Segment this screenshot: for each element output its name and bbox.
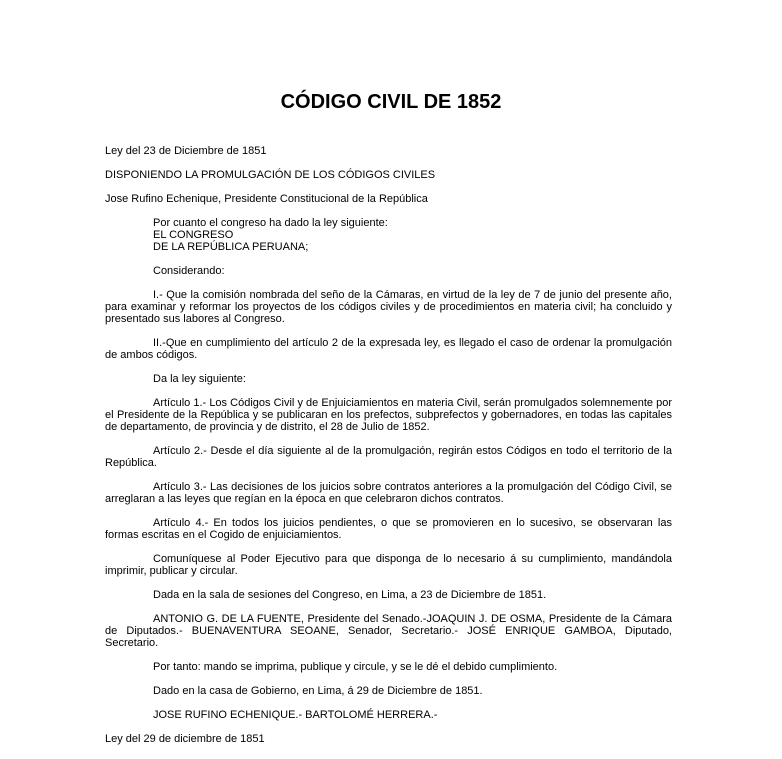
paragraph-text: Da la ley siguiente: [153,373,246,385]
preamble-line-3: DE LA REPÚBLICA PERUANA; [153,241,309,253]
paragraph-dada-en-sala [105,589,672,601]
paragraph-text: Comuníquese al Poder Ejecutivo para que disponga de lo necesario á su cumplimiento, mandándola imprimir, publicar y circular. [105,553,672,577]
paragraph-por-tanto [105,661,672,673]
paragraph-dado-en-casa [105,685,672,697]
paragraph-comuniquese [105,553,672,577]
paragraph-articulo-2 [105,445,672,469]
president-line: Jose Rufino Echenique, Presidente Constitucional de la República [105,193,428,205]
document-body [105,145,672,757]
paragraph-articulo-1 [105,397,672,433]
closing-law-date: Ley del 29 de diciembre de 1851 [105,733,265,745]
paragraph-final-signatures [105,709,672,721]
paragraph-considerando-2 [105,337,672,361]
paragraph-text: ANTONIO G. DE LA FUENTE, Presidente del Senado.-JOAQUIN J. DE OSMA, Presidente de la Cámara de Diputados.- BUENAVENTURA SEOANE, Senador, Secretario.- JOSÉ ENRIQUE GAMBOA, Diputado, Secretario. [105,613,672,649]
paragraph-text: Artículo 1.- Los Códigos Civil y de Enjuiciamientos en materia Civil, serán promulgados solemnemente por el Presidente de la República y se publicaran en los prefectos, subprefectos y gobernadores, en todas las capitales de departamento, de provincia y de distrito, el 28 de Julio de 1852. [105,397,672,433]
document-title: CÓDIGO CIVIL DE 1852 [280,91,502,113]
preamble-line-2: EL CONGRESO [153,229,234,241]
paragraph-considerando-1 [105,289,672,325]
preamble [153,217,672,253]
paragraph-text: Artículo 4.- En todos los juicios pendientes, o que se promovieren en lo sucesivo, se observaran las formas escritas en el Cogido de enjuiciamientos. [105,517,672,541]
document-heading: DISPONIENDO LA PROMULGACIÓN DE LOS CÓDIGOS CIVILES [105,169,436,181]
preamble-line-1: Por cuanto el congreso ha dado la ley siguiente: [153,217,388,229]
paragraph-text: Artículo 2.- Desde el día siguiente al de la promulgación, regirán estos Códigos en todo el territorio de la República. [105,445,672,469]
considerando-heading: Considerando: [153,265,225,277]
paragraph-text: II.-Que en cumplimiento del artículo 2 de la expresada ley, es llegado el caso de ordenar la promulgación de ambos códigos. [105,337,672,361]
paragraph-text: Artículo 3.- Las decisiones de los juicios sobre contratos anteriores a la promulgación del Código Civil, se arreglaran a las leyes que regían en la época en que celebraron dichos contratos. [105,481,672,505]
paragraph-da-la-ley [105,373,672,385]
paragraph-articulo-3 [105,481,672,505]
paragraph-text: Dada en la sala de sesiones del Congreso, en Lima, a 23 de Diciembre de 1851. [153,589,547,601]
law-date: Ley del 23 de Diciembre de 1851 [105,145,267,157]
paragraph-text: JOSE RUFINO ECHENIQUE.- BARTOLOMÉ HERRERA.- [153,709,438,721]
paragraph-text: Por tanto: mando se imprima, publique y circule, y se le dé el debido cumplimiento. [153,661,558,673]
paragraph-articulo-4 [105,517,672,541]
paragraph-text: I.- Que la comisión nombrada del seño de la Cámaras, en virtud de la ley de 7 de junio del presente año, para examinar y reformar los proyectos de los códigos civiles y de procedimientos en materia civil; ha concluido y presentado sus labores al Congreso. [105,289,672,325]
paragraph-text: Dado en la casa de Gobierno, en Lima, á 29 de Diciembre de 1851. [153,685,483,697]
paragraph-signatories [105,613,672,649]
